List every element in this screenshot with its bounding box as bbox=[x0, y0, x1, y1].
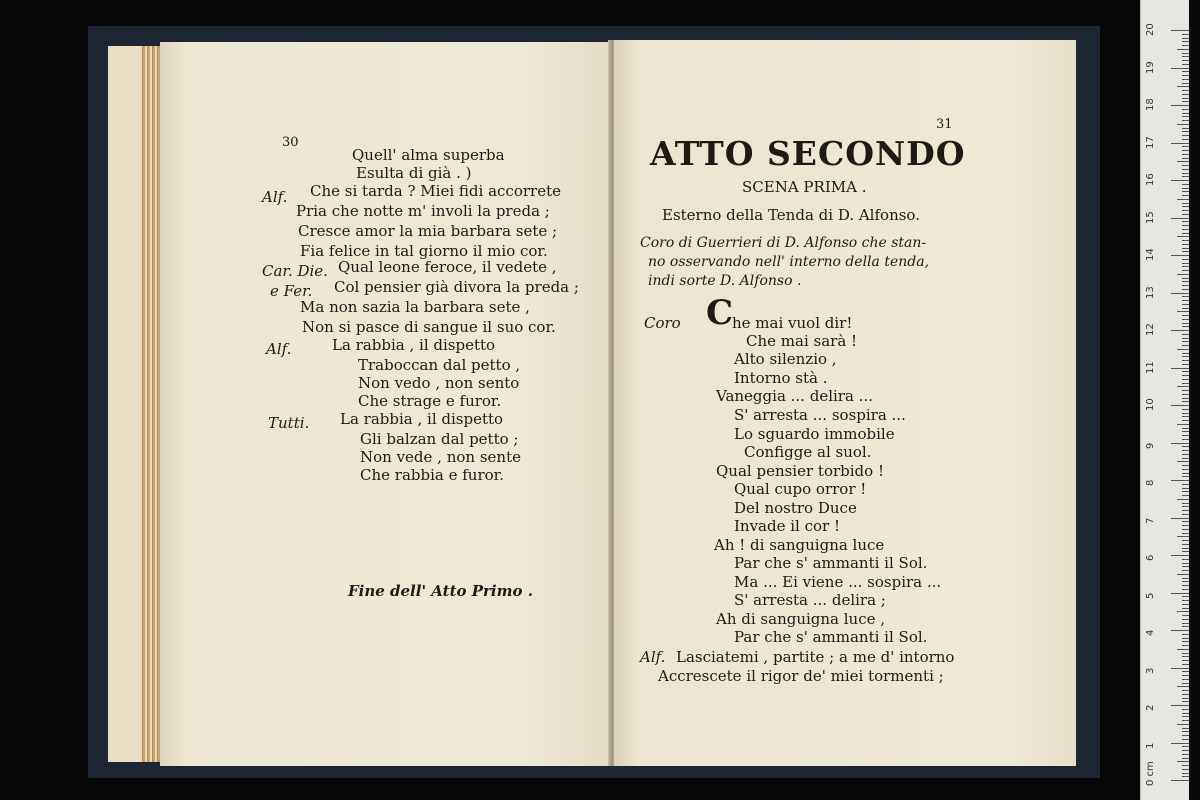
verse-line: Del nostro Duce bbox=[734, 499, 857, 517]
ruler-number: 9 bbox=[1145, 442, 1156, 449]
ruler-number: 12 bbox=[1145, 323, 1156, 336]
ruler-tick bbox=[1182, 214, 1189, 215]
verse-line: Qual leone feroce, il vedete , bbox=[338, 258, 557, 276]
ruler-tick bbox=[1182, 375, 1189, 376]
verse-line: Alto silenzio , bbox=[734, 350, 837, 368]
ruler-tick bbox=[1182, 540, 1189, 541]
ruler-tick bbox=[1182, 263, 1189, 264]
ruler-tick bbox=[1182, 671, 1189, 672]
ruler-number: 3 bbox=[1145, 667, 1156, 674]
ruler-tick bbox=[1182, 473, 1189, 474]
ruler-tick bbox=[1182, 323, 1189, 324]
ruler-tick bbox=[1182, 731, 1189, 732]
stage-direction: indi sorte D. Alfonso . bbox=[648, 273, 802, 289]
ruler-tick bbox=[1171, 180, 1189, 181]
ruler-tick bbox=[1182, 698, 1189, 699]
ruler-tick bbox=[1177, 199, 1189, 200]
ruler-tick bbox=[1182, 626, 1189, 627]
speaker-label: Alf. bbox=[262, 188, 288, 206]
ruler-tick bbox=[1182, 116, 1189, 117]
ruler-tick bbox=[1182, 71, 1189, 72]
speaker-label: Alf. bbox=[266, 340, 292, 358]
ruler-tick bbox=[1182, 154, 1189, 155]
ruler-tick bbox=[1182, 739, 1189, 740]
ruler-tick bbox=[1182, 713, 1189, 714]
ruler-tick bbox=[1182, 769, 1189, 770]
ruler-tick bbox=[1182, 776, 1189, 777]
ruler-tick bbox=[1182, 56, 1189, 57]
ruler-tick bbox=[1182, 113, 1189, 114]
ruler-number: 13 bbox=[1145, 285, 1156, 299]
ruler-tick bbox=[1182, 146, 1189, 147]
verse-line: Ah ! di sanguigna luce bbox=[714, 536, 885, 554]
ruler-tick bbox=[1182, 338, 1189, 339]
ruler-tick bbox=[1171, 368, 1189, 369]
ruler-tick bbox=[1171, 405, 1189, 406]
ruler-tick bbox=[1182, 656, 1189, 657]
ruler-tick bbox=[1182, 420, 1189, 421]
ruler-number: 20 bbox=[1145, 23, 1156, 36]
ruler-tick bbox=[1177, 236, 1189, 237]
ruler-tick bbox=[1171, 293, 1189, 294]
ruler-tick bbox=[1182, 353, 1189, 354]
ruler-tick bbox=[1182, 390, 1189, 391]
ruler-tick bbox=[1182, 503, 1189, 504]
verse-line: Lo sguardo immobile bbox=[734, 425, 895, 443]
verse-line: La rabbia , il dispetto bbox=[340, 410, 504, 428]
ruler-tick bbox=[1182, 728, 1189, 729]
ruler-tick bbox=[1182, 356, 1189, 357]
ruler-tick bbox=[1182, 296, 1189, 297]
ruler-number: 19 bbox=[1145, 60, 1156, 74]
ruler-tick bbox=[1182, 675, 1189, 676]
ruler-tick bbox=[1182, 683, 1189, 684]
ruler-tick bbox=[1182, 514, 1189, 515]
ruler-tick bbox=[1182, 615, 1189, 616]
ruler-tick bbox=[1177, 349, 1189, 350]
verse-line: Che si tarda ? Miei fidi accorrete bbox=[310, 182, 561, 200]
ruler-tick bbox=[1182, 510, 1189, 511]
verse-line: Col pensier già divora la preda ; bbox=[334, 278, 579, 296]
verse-line: S' arresta ... sospira ... bbox=[734, 406, 906, 424]
ruler-tick bbox=[1182, 566, 1189, 567]
verse-line: Cresce amor la mia barbara sete ; bbox=[298, 222, 558, 240]
ruler-tick bbox=[1182, 53, 1189, 54]
ruler-tick bbox=[1182, 746, 1189, 747]
ruler-tick bbox=[1182, 525, 1189, 526]
ruler-tick bbox=[1182, 98, 1189, 99]
ruler-tick bbox=[1182, 289, 1189, 290]
ruler-tick bbox=[1182, 548, 1189, 549]
cover-edge bbox=[108, 46, 142, 762]
ruler-tick bbox=[1182, 428, 1189, 429]
ruler-tick bbox=[1182, 90, 1189, 91]
verse-line: Qual cupo orror ! bbox=[734, 480, 867, 498]
ruler-tick bbox=[1182, 270, 1189, 271]
ruler-tick bbox=[1177, 86, 1189, 87]
ruler-tick bbox=[1182, 326, 1189, 327]
ruler-tick bbox=[1182, 431, 1189, 432]
verse-line: Par che s' ammanti il Sol. bbox=[734, 554, 928, 572]
ruler-tick bbox=[1182, 585, 1189, 586]
verse-line: Non vedo , non sento bbox=[358, 374, 520, 392]
ruler-tick bbox=[1182, 694, 1189, 695]
ruler-tick bbox=[1182, 439, 1189, 440]
ruler-tick bbox=[1182, 450, 1189, 451]
speaker-label: Tutti. bbox=[268, 414, 310, 432]
ruler-tick bbox=[1182, 221, 1189, 222]
ruler-tick bbox=[1171, 705, 1189, 706]
ruler-tick bbox=[1182, 551, 1189, 552]
verse-line: Quell' alma superba bbox=[352, 146, 505, 164]
ruler-tick bbox=[1182, 176, 1189, 177]
verse-line: Ma ... Ei viene ... sospira ... bbox=[734, 573, 942, 591]
act-title: ATTO SECONDO bbox=[650, 134, 966, 173]
verse-line: Non si pasce di sangue il suo cor. bbox=[302, 318, 556, 336]
ruler-tick bbox=[1182, 754, 1189, 755]
ruler-tick bbox=[1171, 555, 1189, 556]
ruler-tick bbox=[1182, 773, 1189, 774]
ruler-tick bbox=[1177, 161, 1189, 162]
ruler-tick bbox=[1171, 218, 1189, 219]
ruler-tick bbox=[1177, 124, 1189, 125]
ruler-tick bbox=[1182, 109, 1189, 110]
ruler-tick bbox=[1182, 64, 1189, 65]
ruler-tick bbox=[1182, 709, 1189, 710]
ruler-tick bbox=[1182, 454, 1189, 455]
ruler-tick bbox=[1182, 529, 1189, 530]
stage-direction: Coro di Guerrieri di D. Alfonso che stan- bbox=[640, 235, 927, 251]
ruler-tick bbox=[1182, 240, 1189, 241]
ruler-tick bbox=[1182, 600, 1189, 601]
ruler-tick bbox=[1182, 758, 1189, 759]
ruler-tick bbox=[1182, 491, 1189, 492]
ruler-tick bbox=[1182, 608, 1189, 609]
ruler-tick bbox=[1182, 469, 1189, 470]
ruler-tick bbox=[1182, 458, 1189, 459]
ruler-tick bbox=[1182, 735, 1189, 736]
ruler-tick bbox=[1171, 480, 1189, 481]
ruler-tick bbox=[1171, 330, 1189, 331]
ruler-tick bbox=[1182, 465, 1189, 466]
ruler-tick bbox=[1182, 131, 1189, 132]
ruler-tick bbox=[1182, 364, 1189, 365]
ruler-tick bbox=[1182, 360, 1189, 361]
ruler-tick bbox=[1177, 536, 1189, 537]
ruler-tick bbox=[1182, 495, 1189, 496]
ruler-tick bbox=[1177, 649, 1189, 650]
verse-line: Qual pensier torbido ! bbox=[716, 462, 884, 480]
ruler-tick bbox=[1182, 300, 1189, 301]
ruler-tick bbox=[1182, 604, 1189, 605]
ruler-number: 8 bbox=[1145, 479, 1156, 486]
ruler-tick bbox=[1182, 563, 1189, 564]
verse-line: Configge al suol. bbox=[744, 443, 872, 461]
ruler-tick bbox=[1177, 274, 1189, 275]
ruler-tick bbox=[1182, 398, 1189, 399]
speaker-label: Alf. bbox=[640, 648, 666, 666]
ruler-tick bbox=[1171, 68, 1189, 69]
ruler-tick bbox=[1182, 315, 1189, 316]
ruler-tick bbox=[1182, 446, 1189, 447]
ruler-tick bbox=[1171, 593, 1189, 594]
ruler-tick bbox=[1182, 165, 1189, 166]
ruler-tick bbox=[1182, 720, 1189, 721]
ruler-number: 17 bbox=[1145, 135, 1156, 149]
verse-line: Par che s' ammanti il Sol. bbox=[734, 628, 928, 646]
ruler-tick bbox=[1182, 266, 1189, 267]
verse-line: Ma non sazia la barbara sete , bbox=[300, 298, 530, 316]
ruler-tick bbox=[1182, 559, 1189, 560]
ruler-tick bbox=[1182, 619, 1189, 620]
ruler-tick bbox=[1182, 690, 1189, 691]
ruler-tick bbox=[1182, 701, 1189, 702]
ruler-tick bbox=[1182, 60, 1189, 61]
drop-cap: C bbox=[706, 293, 734, 333]
ruler-number: 7 bbox=[1145, 517, 1156, 524]
ruler-tick bbox=[1182, 533, 1189, 534]
ruler-tick bbox=[1177, 761, 1189, 762]
verse-line: Ah di sanguigna luce , bbox=[716, 610, 886, 628]
verse-line: Che rabbia e furor. bbox=[360, 466, 504, 484]
ruler-tick bbox=[1177, 686, 1189, 687]
ruler-tick bbox=[1182, 521, 1189, 522]
ruler-number: 5 bbox=[1145, 592, 1156, 599]
ruler-tick bbox=[1177, 386, 1189, 387]
ruler-number: 0 cm bbox=[1145, 761, 1156, 786]
ruler-tick bbox=[1182, 135, 1189, 136]
ruler-tick bbox=[1177, 499, 1189, 500]
ruler-tick bbox=[1182, 589, 1189, 590]
ruler-tick bbox=[1177, 574, 1189, 575]
ruler-tick bbox=[1182, 716, 1189, 717]
measurement-ruler bbox=[1140, 0, 1189, 800]
ruler-tick bbox=[1182, 653, 1189, 654]
scene-setting: Esterno della Tenda di D. Alfonso. bbox=[662, 206, 920, 224]
ruler-tick bbox=[1182, 184, 1189, 185]
ruler-tick bbox=[1182, 75, 1189, 76]
ruler-tick bbox=[1182, 634, 1189, 635]
ruler-number: 4 bbox=[1145, 629, 1156, 636]
ruler-tick bbox=[1177, 49, 1189, 50]
ruler-tick bbox=[1182, 416, 1189, 417]
ruler-tick bbox=[1182, 334, 1189, 335]
ruler-tick bbox=[1182, 101, 1189, 102]
ruler-number: 18 bbox=[1145, 98, 1156, 111]
ruler-tick bbox=[1171, 143, 1189, 144]
ruler-tick bbox=[1182, 581, 1189, 582]
verse-line: La rabbia , il dispetto bbox=[332, 336, 496, 354]
speaker-label: Coro bbox=[644, 314, 681, 332]
ruler-tick bbox=[1182, 34, 1189, 35]
ruler-tick bbox=[1182, 281, 1189, 282]
ruler-tick bbox=[1182, 488, 1189, 489]
left-page bbox=[160, 42, 610, 766]
ruler-tick bbox=[1177, 611, 1189, 612]
ruler-tick bbox=[1182, 544, 1189, 545]
verse-line: Non vede , non sente bbox=[360, 448, 521, 466]
ruler-tick bbox=[1182, 139, 1189, 140]
ruler-tick bbox=[1182, 379, 1189, 380]
ruler-tick bbox=[1182, 229, 1189, 230]
ruler-tick bbox=[1182, 150, 1189, 151]
ruler-tick bbox=[1182, 394, 1189, 395]
ruler-number: 10 bbox=[1145, 398, 1156, 411]
ruler-tick bbox=[1182, 413, 1189, 414]
page-number-left: 30 bbox=[282, 135, 299, 150]
ruler-tick bbox=[1182, 195, 1189, 196]
ruler-tick bbox=[1171, 630, 1189, 631]
ruler-tick bbox=[1182, 641, 1189, 642]
ruler-tick bbox=[1171, 518, 1189, 519]
ruler-number: 1 bbox=[1145, 742, 1156, 749]
verse-line: Pria che notte m' involi la preda ; bbox=[296, 202, 550, 220]
ruler-tick bbox=[1182, 38, 1189, 39]
ruler-tick bbox=[1182, 596, 1189, 597]
page-number-right: 31 bbox=[936, 117, 953, 132]
ruler-tick bbox=[1182, 623, 1189, 624]
ruler-tick bbox=[1182, 169, 1189, 170]
ruler-number: 16 bbox=[1145, 173, 1156, 186]
ruler-tick bbox=[1177, 311, 1189, 312]
ruler-tick bbox=[1182, 206, 1189, 207]
ruler-tick bbox=[1182, 341, 1189, 342]
ruler-tick bbox=[1182, 401, 1189, 402]
ruler-tick bbox=[1182, 210, 1189, 211]
verse-line: Traboccan dal petto , bbox=[358, 356, 521, 374]
ruler-tick bbox=[1182, 244, 1189, 245]
speaker-label: e Fer. bbox=[270, 282, 313, 300]
ruler-tick bbox=[1182, 259, 1189, 260]
ruler-tick bbox=[1182, 645, 1189, 646]
ruler-tick bbox=[1182, 304, 1189, 305]
ruler-tick bbox=[1182, 188, 1189, 189]
ruler-tick bbox=[1177, 424, 1189, 425]
verse-line: Intorno stà . bbox=[734, 369, 828, 387]
ruler-tick bbox=[1182, 750, 1189, 751]
ruler-tick bbox=[1182, 345, 1189, 346]
verse-line: he mai vuol dir! bbox=[732, 314, 853, 332]
stage-direction: no osservando nell' interno della tenda, bbox=[648, 254, 930, 270]
ruler-tick bbox=[1182, 679, 1189, 680]
ruler-tick bbox=[1177, 724, 1189, 725]
ruler-tick bbox=[1182, 476, 1189, 477]
verse-line: Lasciatemi , partite ; a me d' intorno bbox=[676, 648, 955, 666]
right-page bbox=[614, 40, 1076, 766]
ruler-tick bbox=[1182, 94, 1189, 95]
ruler-tick bbox=[1171, 443, 1189, 444]
verse-line: S' arresta ... delira ; bbox=[734, 591, 886, 609]
ruler-tick bbox=[1182, 128, 1189, 129]
verse-line: Invade il cor ! bbox=[734, 517, 841, 535]
ruler-tick bbox=[1182, 660, 1189, 661]
ruler-tick bbox=[1182, 409, 1189, 410]
ruler-tick bbox=[1182, 233, 1189, 234]
ruler-tick bbox=[1182, 638, 1189, 639]
end-of-act-note: Fine dell' Atto Primo . bbox=[348, 582, 533, 600]
ruler-tick bbox=[1171, 780, 1189, 781]
ruler-tick bbox=[1182, 484, 1189, 485]
verse-line: Accrescete il rigor de' miei tormenti ; bbox=[658, 667, 944, 685]
ruler-tick bbox=[1171, 255, 1189, 256]
ruler-tick bbox=[1182, 308, 1189, 309]
ruler-tick bbox=[1182, 578, 1189, 579]
verse-line: Vaneggia ... delira ... bbox=[716, 387, 873, 405]
ruler-tick bbox=[1182, 120, 1189, 121]
scene-heading: SCENA PRIMA . bbox=[742, 178, 867, 196]
ruler-tick bbox=[1182, 45, 1189, 46]
ruler-tick bbox=[1182, 173, 1189, 174]
ruler-tick bbox=[1182, 225, 1189, 226]
ruler-tick bbox=[1171, 30, 1189, 31]
ruler-tick bbox=[1182, 765, 1189, 766]
ruler-tick bbox=[1182, 203, 1189, 204]
ruler-tick bbox=[1182, 383, 1189, 384]
ruler-tick bbox=[1177, 461, 1189, 462]
ruler-tick bbox=[1182, 664, 1189, 665]
speaker-label: Car. Die. bbox=[262, 262, 328, 280]
ruler-tick bbox=[1182, 506, 1189, 507]
ruler-number: 14 bbox=[1145, 248, 1156, 261]
ruler-tick bbox=[1171, 743, 1189, 744]
verse-line: Fia felice in tal giorno il mio cor. bbox=[300, 242, 548, 260]
verse-line: Gli balzan dal petto ; bbox=[360, 430, 519, 448]
ruler-tick bbox=[1182, 570, 1189, 571]
ruler-tick bbox=[1182, 41, 1189, 42]
ruler-tick bbox=[1182, 79, 1189, 80]
verse-line: Che strage e furor. bbox=[358, 392, 502, 410]
verse-line: Che mai sarà ! bbox=[746, 332, 858, 350]
verse-line: Esulta di già . ) bbox=[356, 164, 472, 182]
ruler-tick bbox=[1171, 105, 1189, 106]
ruler-tick bbox=[1182, 191, 1189, 192]
ruler-tick bbox=[1182, 285, 1189, 286]
ruler-number: 2 bbox=[1145, 704, 1156, 711]
ruler-number: 6 bbox=[1145, 554, 1156, 561]
ruler-number: 11 bbox=[1145, 360, 1156, 374]
ruler-tick bbox=[1182, 251, 1189, 252]
ruler-number: 15 bbox=[1145, 210, 1156, 224]
ruler-tick bbox=[1182, 435, 1189, 436]
ruler-tick bbox=[1182, 319, 1189, 320]
ruler-tick bbox=[1182, 371, 1189, 372]
ruler-tick bbox=[1182, 248, 1189, 249]
ruler-tick bbox=[1171, 668, 1189, 669]
ruler-tick bbox=[1182, 278, 1189, 279]
ruler-tick bbox=[1182, 158, 1189, 159]
ruler-tick bbox=[1182, 83, 1189, 84]
